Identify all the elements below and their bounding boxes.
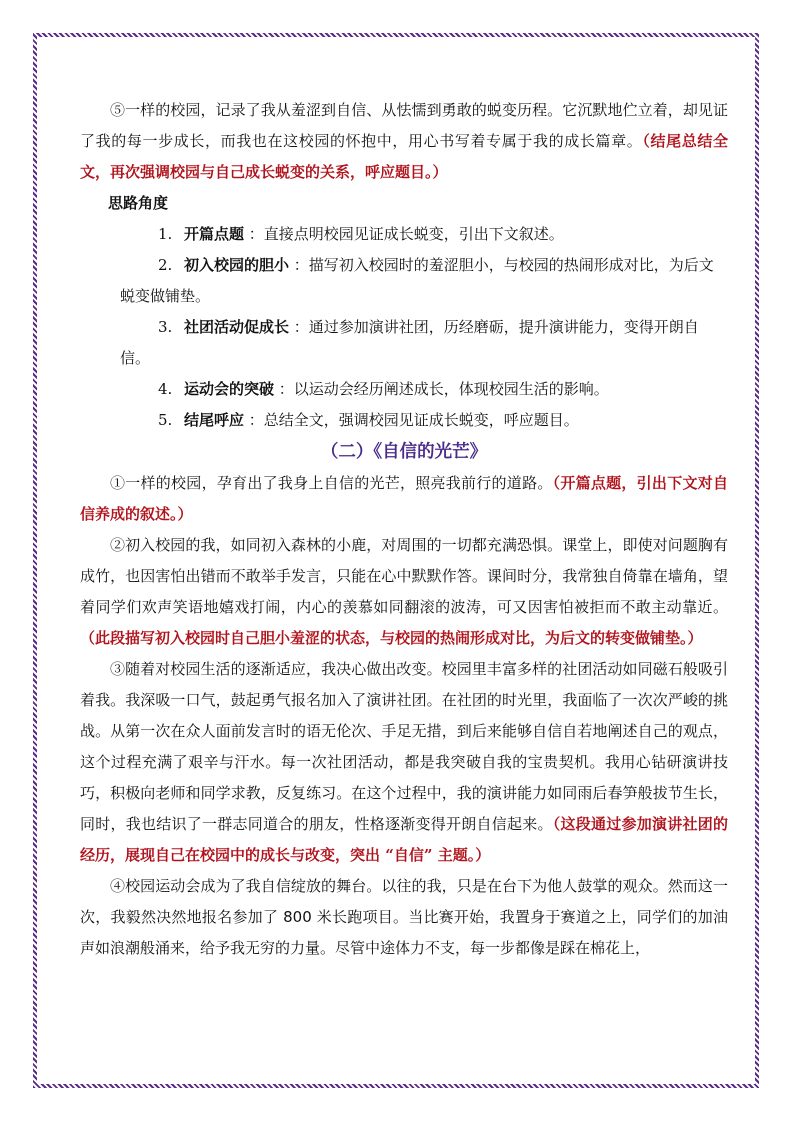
item-desc: ：总结全文，强调校园见证成长蜕变，呼应题目。 — [244, 411, 579, 429]
idea-item — [80, 312, 728, 374]
essay-paragraph-2 — [80, 530, 728, 654]
essay-paragraph-4 — [80, 871, 728, 964]
item-number: 5. — [158, 411, 173, 429]
paragraph-text: 米长跑项目。当比赛开始，我置身于赛道之上，同学们的加油声如浪潮般涌来，给予我无穷的力量。尽管中途体力不支，每一步都像是踩在棉花上， — [80, 908, 728, 957]
item-term: 运动会的突破 — [184, 380, 275, 398]
item-number: 4. — [158, 380, 173, 398]
item-desc: ：以运动会经历阐述成长，体现校园生活的影响。 — [274, 380, 609, 398]
paragraph-text: ①一样的校园，孕育出了我身上自信的光芒，照亮我前行的道路。 — [110, 474, 553, 492]
annotation-note: （这段通过参加演讲社团的经历，展现自己在校园中的成长与改变，突出 “自信” 主题。） — [80, 815, 728, 864]
item-desc: ：描写初入校园时的羞涩胆小，与校园的热闹形成对比，为后文蜕变做铺垫。 — [120, 256, 714, 305]
annotation-note: （此段描写初入校园时自己胆小羞涩的状态，与校园的热闹形成对比，为后文的转变做铺垫。） — [80, 629, 703, 647]
item-term: 结尾呼应 — [184, 411, 245, 429]
annotation-note: （开篇点题，引出下文对自信养成的叙述。） — [80, 474, 728, 523]
essay-paragraph-3 — [80, 654, 728, 871]
distance-number: 800 — [283, 908, 312, 926]
essay-paragraph-1 — [80, 468, 728, 530]
annotation-note: （结尾总结全文，再次强调校园与自己成长蜕变的关系，呼应题目。） — [80, 132, 728, 181]
idea-item — [80, 250, 728, 312]
item-term: 初入校园的胆小 — [184, 256, 290, 274]
paragraph-text: ③随着对校园生活的逐渐适应，我决心做出改变。校园里丰富多样的社团活动如同磁石般吸引着我。我深吸一口气，鼓起勇气报名加入了演讲社团。在社团的时光里，我面临了一次次严峻的挑战。从第一次在众人面前发言时的语无伦次、手足无措，到后来能够自信自若地阐述自己的观点，这个过程充满了艰辛与汗水。每一次社团活动，都是我突破自我的宝贵契机。我用心钻研演讲技巧，积极向老师和同学求教，反复练习。在这个过程中，我的演讲能力如同雨后春笋般拔节生长，同时，我也结识了一群志同道合的朋友，性格逐渐变得开朗自信起来。 — [80, 660, 728, 833]
item-number: 2. — [158, 256, 173, 274]
paragraph-5 — [80, 95, 728, 188]
idea-item — [80, 219, 728, 250]
paragraph-text: ④校园运动会成为了我自信绽放的舞台。以往的我，只是在台下为他人鼓掌的观众。然而这一次，我毅然决然地报名参加了 — [80, 877, 728, 926]
paragraph-text: ②初入校园的我，如同初入森林的小鹿，对周围的一切都充满恐惧。课堂上，即使对问题胸有成竹，也因害怕出错而不敢举手发言，只能在心中默默作答。课间时分，我常独自倚靠在墙角，望着同学们欢声笑语地嬉戏打闹，内心的羡慕如同翻滚的波涛，可又因害怕被拒而不敢主动靠近。 — [80, 536, 728, 616]
item-term: 开篇点题 — [184, 225, 245, 243]
item-number: 1. — [158, 225, 173, 243]
item-desc: ：直接点明校园见证成长蜕变，引出下文叙述。 — [244, 225, 564, 243]
item-number: 3. — [158, 318, 173, 336]
essay-title: （二）《自信的光芒》 — [320, 442, 488, 462]
item-term: 社团活动促成长 — [184, 318, 290, 336]
idea-item — [80, 374, 728, 405]
ideas-heading: 思路角度 — [108, 194, 169, 212]
paragraph-text: ⑤一样的校园，记录了我从羞涩到自信、从怯懦到勇敢的蜕变历程。它沉默地伫立着，却见证了我的每一步成长，而我也在这校园的怀抱中，用心书写着专属于我的成长篇章。 — [80, 101, 728, 150]
idea-item — [80, 405, 728, 436]
item-desc: ：通过参加演讲社团，历经磨砺，提升演讲能力，变得开朗自信。 — [120, 318, 699, 367]
document-body — [80, 95, 728, 964]
